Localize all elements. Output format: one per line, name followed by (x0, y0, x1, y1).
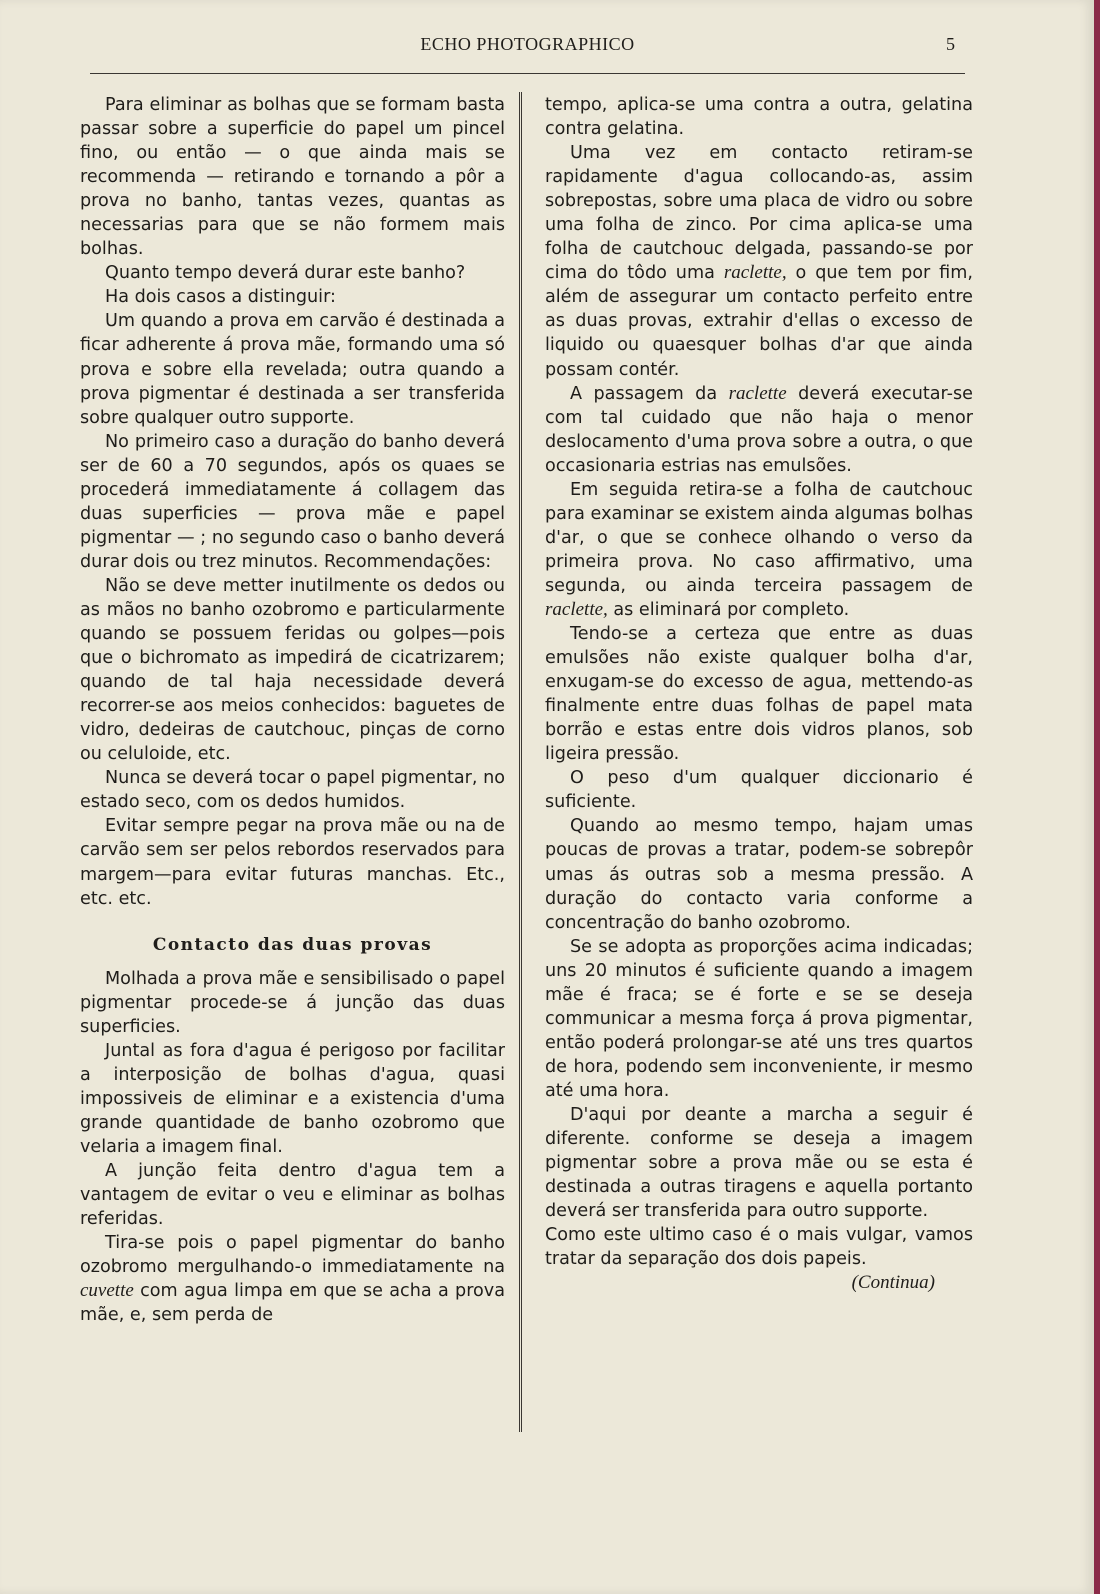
paragraph (80, 1231, 505, 1327)
paragraph: Não se deve metter inutilmente os dedos ou as mãos no banho ozobromo e particularmente quando se possuem feridas ou golpes—pois que o bichromato as impedirá de cicatrizarem; quando de tal haja necessidade deverá recorrer-se aos meios conhecidos: baguetes de vidro, dedeiras de cautchouc, pinças de corno ou celuloide, etc. (80, 575, 505, 765)
paragraph: D'aqui por deante a marcha a seguir é diferente. conforme se deseja a imagem pigmentar sobre a prova mãe ou se esta é destinada a outras tiragens e aquella portanto deverá ser transferida para outro supporte. (545, 1104, 973, 1222)
column-divider (519, 92, 522, 1432)
paragraph: No primeiro caso a duração do banho deverá ser de 60 a 70 segundos, após os quaes se procederá immediatamente á collagem das duas superficies — prova mãe e papel pigmentar — ; no segundo caso o banho deverá durar dois ou trez minutos. Recommendações: (80, 431, 505, 572)
italic-term: raclette, (723, 262, 787, 284)
paragraph: Quanto tempo deverá durar este banho? (105, 263, 466, 284)
text-run: Em seguida retira-se a folha de cautchouc para examinar se existem ainda algumas bolhas d'ar, o que se conhece olhando o verso da primeira prova. No caso affirmativo, uma segunda, ou ainda terceira passagem de (545, 479, 974, 596)
paragraph (545, 382, 973, 478)
text-run: com agua limpa em que se acha a prova mãe, e, sem perda de (80, 1281, 505, 1326)
italic-term: cuvette (80, 1280, 134, 1302)
header-rule (90, 73, 965, 74)
paragraph (545, 478, 973, 622)
paragraph: Juntal as fora d'agua é perigoso por facilitar a interposição de bolhas d'agua, quasi impossiveis de eliminar e a existencia d'uma grande quantidade de banho ozobromo que velaria a imagem final. (80, 1040, 505, 1157)
paragraph: A junção feita dentro d'agua tem a vantagem de evitar o veu e eliminar as bolhas referidas. (80, 1161, 505, 1230)
running-head (90, 34, 965, 60)
paragraph: O peso d'um qualquer diccionario é suficiente. (545, 768, 973, 813)
right-column (545, 93, 973, 1295)
paragraph: Nunca se deverá tocar o papel pigmentar, no estado seco, com os dedos humidos. (80, 768, 506, 813)
text-run: Uma vez em contacto retiram-se rapidamente d'agua collocando-as, assim sobrepostas, sobre uma placa de vidro ou sobre uma folha de zinco. Por cima aplica-se uma folha de cautchouc delgada, passando-se por cima do tôdo uma (545, 143, 973, 284)
continua-note: (Continua) (851, 1272, 935, 1294)
paragraph: Para eliminar as bolhas que se formam basta passar sobre a superficie do papel um pincel fino, ou então — o que ainda mais se recommenda — retirando e tornando a pôr a prova no banho, tantas vezes, quantas as necessarias para que se não formem mais bolhas. (80, 95, 505, 260)
text-run: o que tem por fim, além de assegurar um contacto perfeito entre as duas provas, extrahir d'ellas o excesso de liquido ou quaesquer bolhas d'ar que ainda possam contér. (545, 263, 973, 380)
paragraph: Quando ao mesmo tempo, hajam umas poucas de provas a tratar, podem-se sobrepôr umas ás outras sob a mesma pressão. A duração do contacto varia conforme a concentração do banho ozobromo. (545, 816, 973, 933)
paragraph: Evitar sempre pegar na prova mãe ou na de carvão sem ser pelos rebordos reservados para margem—para evitar futuras manchas. Etc., etc. etc. (80, 816, 505, 909)
paragraph: Como este ultimo caso é o mais vulgar, vamos tratar da separação dos dois papeis. (545, 1225, 973, 1270)
italic-term: raclette, (545, 598, 608, 620)
paragraph: Tendo-se a certeza que entre as duas emulsões não existe qualquer bolha d'ar, enxugam-se do excesso de agua, mettendo-as finalmente entre duas folhas de papel mata borrão e estas entre dois vidros planos, sob ligeira pressão. (545, 624, 973, 765)
paragraph: Ha dois casos a distinguir: (105, 287, 336, 308)
running-title: ECHO PHOTOGRAPHICO (420, 34, 635, 54)
paragraph (545, 141, 973, 381)
left-column (80, 93, 505, 1327)
text-run: as eliminará por completo. (607, 599, 850, 620)
text-run: deverá executar-se com tal cuidado que não haja o menor deslocamento d'uma prova sobre a outra, o que occasionaria estrias nas emulsões. (545, 383, 973, 476)
text-run: Tira-se pois o papel pigmentar do banho ozobromo mergulhando-o immediatamente na (80, 1233, 505, 1278)
paragraph: Um quando a prova em carvão é destinada a ficar adherente á prova mãe, formando uma só prova e sobre ella revelada; outra quando a prova pigmentar é destinada a ser transferida sobre qualquer outro supporte. (80, 311, 505, 428)
italic-term: raclette (728, 382, 787, 404)
page-number: 5 (946, 34, 955, 54)
paragraph: Molhada a prova mãe e sensibilisado o papel pigmentar procede-se á junção das duas superficies. (80, 968, 505, 1037)
text-run: A passagem da (570, 383, 729, 404)
section-heading: Contacto das duas provas (152, 934, 433, 955)
paragraph: Se se adopta as proporções acima indicadas; uns 20 minutos é suficiente quando a imagem mãe é fraca; se é forte e se se deseja communicar a mesma força á prova pigmentar, então poderá prolongar-se até uns tres quartos de hora, podendo sem inconveniente, ir mesmo até uma hora. (545, 936, 973, 1101)
paragraph: tempo, aplica-se uma contra a outra, gelatina contra gelatina. (545, 95, 973, 140)
